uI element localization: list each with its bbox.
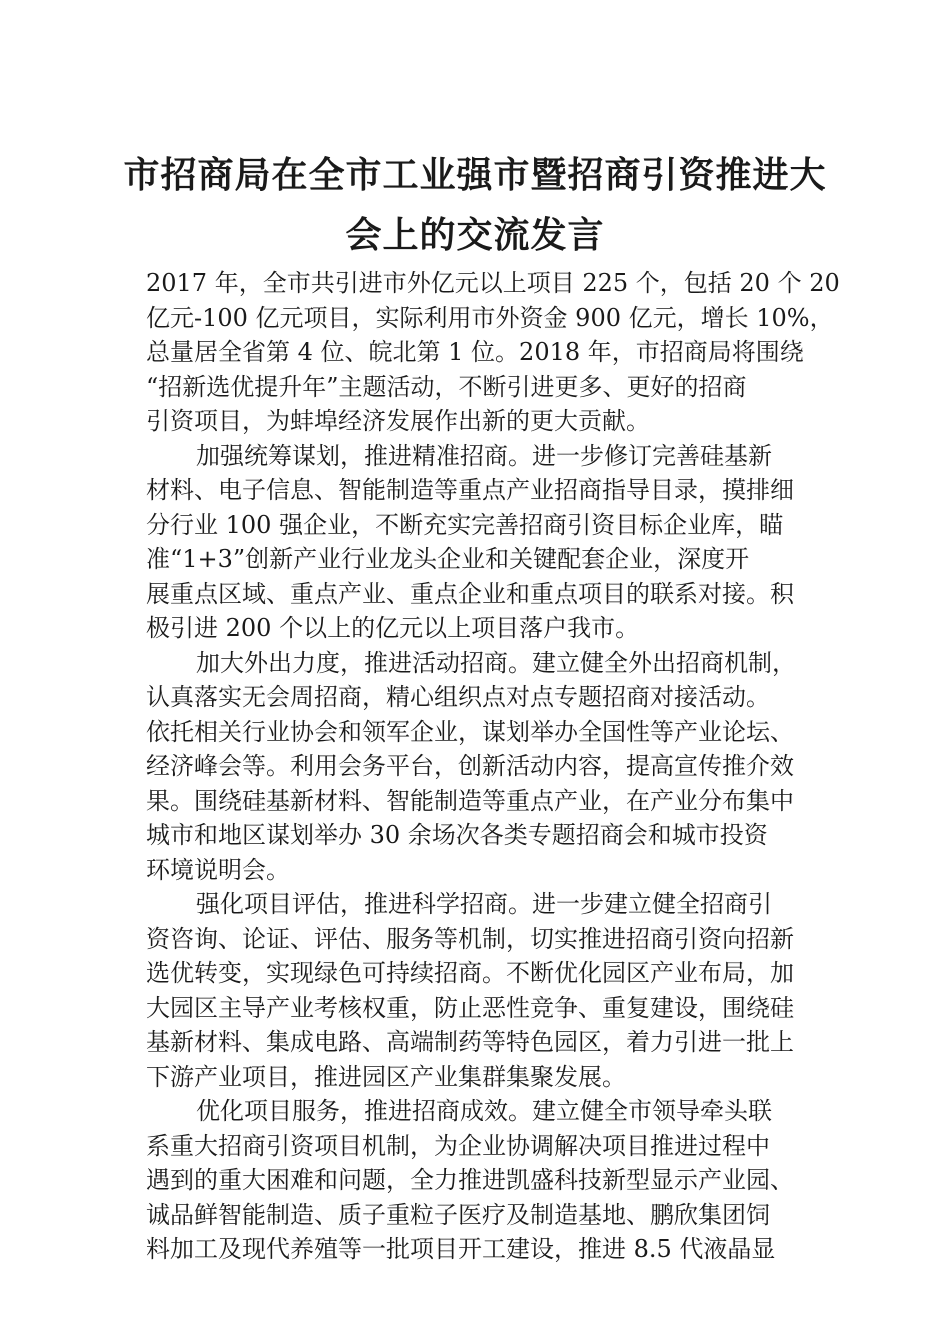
document-body [146,266,840,1267]
text-line: 果。围绕硅基新材料、智能制造等重点产业，在产业分布集中 [146,786,794,815]
text-line: 展重点区域、重点产业、重点企业和重点项目的联系对接。积 [146,579,794,608]
text-line: 资咨询、论证、评估、服务等机制，切实推进招商引资向招新 [146,924,794,953]
text-line: 下游产业项目，推进园区产业集群集聚发展。 [146,1062,626,1091]
text-line: 分行业 100 强企业，不断充实完善招商引资目标企业库，瞄 [146,510,784,539]
text-line: 引资项目，为蚌埠经济发展作出新的更大贡献。 [146,407,650,435]
text-line: 亿元-100 亿元项目，实际利用市外资金 900 亿元，增长 10%， [146,303,834,332]
text-line: 极引进 200 个以上的亿元以上项目落户我市。 [146,614,640,642]
text-line: 认真落实无会周招商，精心组织点对点专题招商对接活动。 [146,683,770,711]
text-line: 环境说明会。 [146,855,290,884]
document-title-line-1: 市招商局在全市工业强市暨招商引资推进大 [123,154,827,196]
paragraph-first-line: 强化项目评估，推进科学招商。进一步建立健全招商引 [196,890,772,918]
text-line: 经济峰会等。利用会务平台，创新活动内容，提高宣传推介效 [146,752,794,780]
text-line: “招新选优提升年”主题活动，不断引进更多、更好的招商 [146,372,747,401]
document-title-line-2: 会上的交流发言 [345,214,605,256]
text-line: 准“1+3”创新产业行业龙头企业和关键配套企业，深度开 [146,545,750,573]
text-line: 城市和地区谋划举办 30 余场次各类专题招商会和城市投资 [146,821,768,849]
text-line: 材料、电子信息、智能制造等重点产业招商指导目录，摸排细 [146,476,794,504]
text-line: 料加工及现代养殖等一批项目开工建设，推进 8.5 代液晶显 [146,1235,776,1263]
text-line: 基新材料、集成电路、高端制药等特色园区，着力引进一批上 [146,1028,794,1056]
text-line: 诚品鲜智能制造、质子重粒子医疗及制造基地、鹏欣集团饲 [146,1200,770,1229]
paragraph-first-line: 优化项目服务，推进招商成效。建立健全市领导牵头联 [196,1097,772,1125]
text-line: 总量居全省第 4 位、皖北第 1 位。2018 年，市招商局将围绕 [146,338,804,366]
text-line: 大园区主导产业考核权重，防止恶性竞争、重复建设，围绕硅 [146,993,794,1022]
text-line: 选优转变，实现绿色可持续招商。不断优化园区产业布局，加 [146,959,794,987]
text-line: 系重大招商引资项目机制，为企业协调解决项目推进过程中 [146,1131,770,1160]
paragraph-first-line: 加强统筹谋划，推进精准招商。进一步修订完善硅基新 [196,441,772,470]
paragraph-first-line: 加大外出力度，推进活动招商。建立健全外出招商机制， [196,648,796,677]
text-line: 2017 年，全市共引进市外亿元以上项目 225 个，包括 20 个 20 [146,269,840,297]
text-line: 依托相关行业协会和领军企业，谋划举办全国性等产业论坛、 [146,717,794,746]
text-line: 遇到的重大困难和问题，全力推进凯盛科技新型显示产业园、 [146,1166,794,1194]
